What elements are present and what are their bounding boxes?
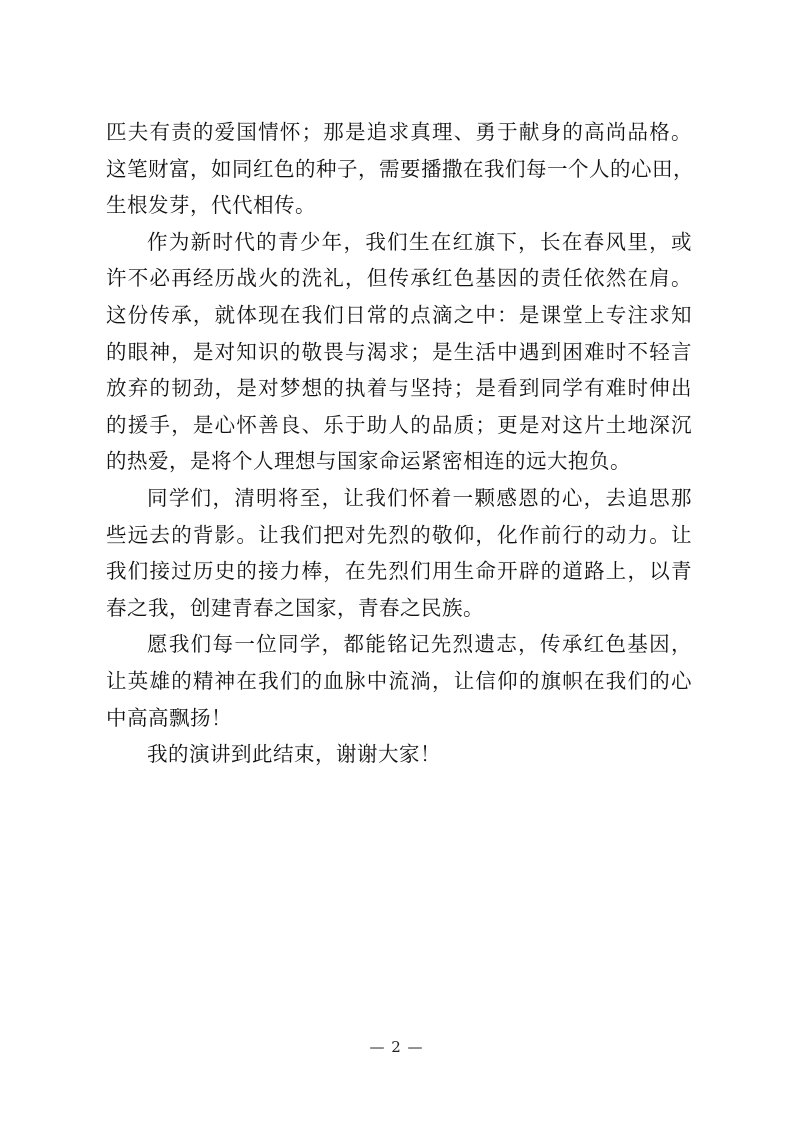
text-line: 的热爱，是将个人理想与国家命运紧密相连的远大抱负。 (106, 449, 631, 474)
text-line: 生根发芽，代代相传。 (106, 193, 316, 218)
text-line: 些远去的背影。让我们把对先烈的敬仰，化作前行的动力。让 (106, 522, 692, 547)
paragraph-3 (106, 480, 692, 626)
text-line: 的援手，是心怀善良、乐于助人的品质；更是对这片土地深沉 (106, 412, 692, 437)
text-line: 愿我们每一位同学，都能铭记先烈遗志，传承红色基因， (147, 632, 692, 657)
text-line: 许不必再经历战火的洗礼，但传承红色基因的责任依然在肩。 (106, 266, 692, 291)
paragraph-2 (106, 224, 692, 480)
text-line: 中高高飘扬！ (106, 705, 232, 730)
text-line: 这笔财富，如同红色的种子，需要播撒在我们每一个人的心田， (106, 156, 694, 181)
paragraph-1 (106, 114, 692, 224)
paragraph-4 (106, 626, 692, 736)
text-line: 匹夫有责的爱国情怀；那是追求真理、勇于献身的高尚品格。 (106, 120, 692, 144)
text-line: 放弃的韧劲，是对梦想的执着与坚持；是看到同学有难时伸出 (106, 376, 692, 401)
text-line: 我的演讲到此结束，谢谢大家！ (147, 742, 441, 767)
text-line: 让英雄的精神在我们的血脉中流淌，让信仰的旗帜在我们的心 (106, 668, 692, 693)
text-line: 的眼神，是对知识的敬畏与渴求；是生活中遇到困难时不轻言 (106, 339, 692, 364)
text-line: 我们接过历史的接力棒，在先烈们用生命开辟的道路上，以青 (106, 559, 692, 584)
paragraph-5 (106, 736, 692, 773)
text-line: 作为新时代的青少年，我们生在红旗下，长在春风里，或 (147, 229, 692, 254)
text-line: 春之我，创建青春之国家，青春之民族。 (106, 595, 484, 620)
text-line: 这份传承，就体现在我们日常的点滴之中：是课堂上专注求知 (106, 302, 692, 327)
speech-body (106, 114, 692, 773)
page-number: — 2 — (369, 1038, 424, 1056)
text-line: 同学们，清明将至，让我们怀着一颗感恩的心，去追思那 (147, 485, 692, 510)
